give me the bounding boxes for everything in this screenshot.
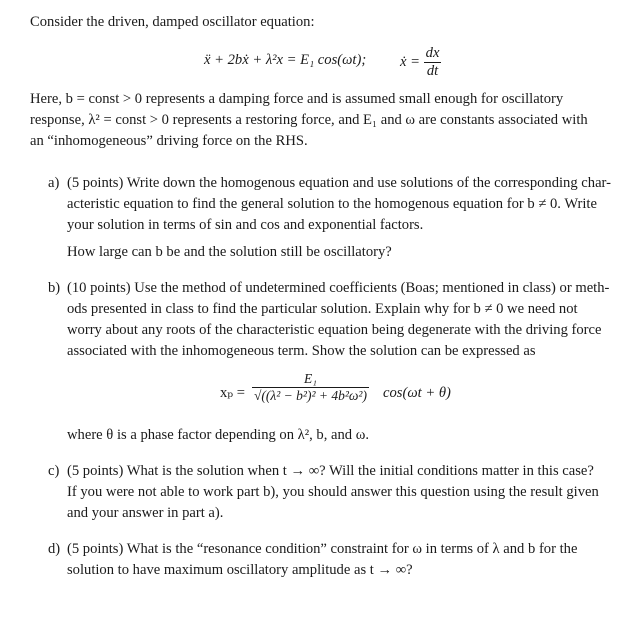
part-b-label: b) [48,280,61,296]
part-c-label: c) [48,463,60,479]
part-d-line-2: solution to have maximum oscillatory amplitude as t → ∞? [67,562,413,578]
dx-numerator: dx [425,45,440,61]
part-c-line-3: and your answer in part a). [67,505,224,521]
xdot-label: ẋ = [400,53,420,70]
part-d-line-1: (5 points) What is the “resonance condition” constraint for ω in terms of λ and b for the [67,541,578,557]
para-line-1: Here, b = const > 0 represents a damping force and is assumed small enough for oscillatory [30,91,564,107]
part-b-line-1: (10 points) Use the method of undetermined coefficients (Boas; mentioned in class) or meth- [67,280,610,296]
equation-main [204,53,366,68]
dt-denominator: dt [426,62,439,79]
part-b-line-4: associated with the inhomogeneous term. Show the solution can be expressed as [67,343,536,359]
part-c-line-1: (5 points) What is the solution when t → ∞? Will the initial conditions matter in this case? [67,463,594,479]
part-a-line-2: acteristic equation to find the general solution to the homogenous equation for b ≠ 0. Write [67,196,597,212]
equation-xdot [400,45,441,80]
equation-lhs: ẍ + 2bẋ + λ²x = E₁ cos(ωt); [204,52,367,68]
part-a-line-4: How large can b be and the solution still be oscillatory? [67,244,392,260]
particular-equation-lhs: xₚ = [220,385,246,401]
part-b-line-5: where θ is a phase factor depending on λ², b, and ω. [67,427,369,443]
part-a-label: a) [48,175,60,191]
part-a-line-3: your solution in terms of sin and cos and exponential factors. [67,217,424,233]
para-line-3: an “inhomogeneous” driving force on the RHS. [30,133,308,149]
intro-text: Consider the driven, damped oscillator equation: [30,14,315,30]
part-a-line-1: (5 points) Write down the homogenous equation and use solutions of the corresponding char- [67,175,611,191]
part-d-label: d) [48,541,61,557]
part-c-line-2: If you were not able to work part b), you should answer this question using the result given [67,484,599,500]
particular-equation-rhs: cos(ωt + θ) [383,385,451,401]
dx-dt-fraction [424,45,442,80]
part-b-line-2: ods presented in class to find the particular solution. Explain why for b ≠ 0 we need not [67,301,578,317]
fraction-denominator: √((λ² − b²)² + 4b²ω²) [254,387,367,403]
particular-equation-fraction [252,371,369,403]
part-b-line-3: worry about any roots of the characteristic equation being degenerate with the driving force [67,322,602,338]
fraction-numerator: E₁ [252,371,369,388]
para-line-2: response, λ² = const > 0 represents a restoring force, and E₁ and ω are constants associated with [30,112,588,128]
